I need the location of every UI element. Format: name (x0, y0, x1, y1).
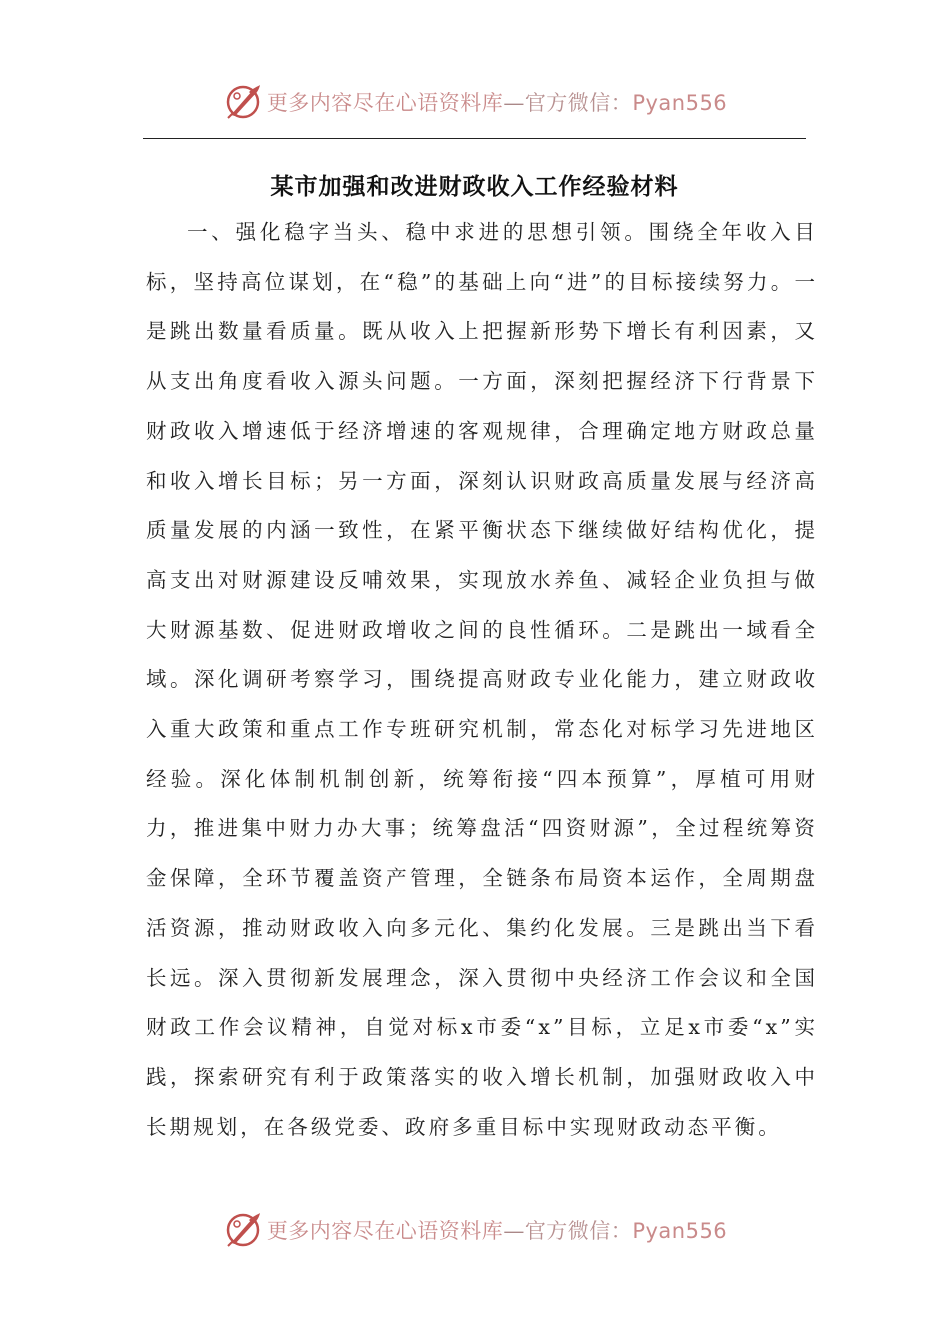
header-wechat-handle: Pyan556 (632, 91, 728, 115)
footer-wechat-label: 官方微信： (524, 1219, 633, 1243)
quill-pen-logo-icon (223, 82, 263, 122)
footer-banner (0, 1210, 950, 1250)
document-paragraph: 一、强化稳字当头、稳中求进的思想引领。围绕全年收入目标，坚持高位谋划，在“稳”的基础上向“进”的目标接续努力。一是跳出数量看质量。既从收入上把握新形势下增长有利因素，又从支出角度看收入源头问题。一方面，深刻把握经济下行背景下财政收入增速低于经济增速的客观规律，合理确定地方财政总量和收入增长目标；另一方面，深刻认识财政高质量发展与经济高质量发展的内涵一致性，在紧平衡状态下继续做好结构优化，提高支出对财源建设反哺效果，实现放水养鱼、减轻企业负担与做大财源基数、促进财政增收之间的良性循环。二是跳出一域看全域。深化调研考察学习，围绕提高财政专业化能力，建立财政收入重大政策和重点工作专班研究机制，常态化对标学习先进地区经验。深化体制机制创新，统筹衔接“四本预算”，厚植可用财力，推进集中财力办大事；统筹盘活“四资财源”，全过程统筹资金保障，全环节覆盖资产管理，全链条布局资本运作，全周期盘活资源，推动财政收入向多元化、集约化发展。三是跳出当下看长远。深入贯彻新发展理念，深入贯彻中央经济工作会议和全国财政工作会议精神，自觉对标x市委“x”目标，立足x市委“x”实践，探索研究有利于政策落实的收入增长机制，加强财政收入中长期规划，在各级党委、政府多重目标中实现财政动态平衡。 (146, 220, 818, 1139)
header-site-name: 更多内容尽在心语资料库 (266, 91, 504, 115)
quill-pen-logo-icon (223, 1210, 263, 1250)
footer-wechat-handle: Pyan556 (632, 1219, 728, 1243)
header-banner-text (267, 87, 727, 117)
header-separator: — (503, 91, 525, 115)
header-banner (0, 82, 950, 122)
footer-site-name: 更多内容尽在心语资料库 (266, 1219, 504, 1243)
document-title: 某市加强和改进财政收入工作经验材料 (270, 174, 679, 200)
header-wechat-label: 官方微信： (524, 91, 633, 115)
footer-banner-text (267, 1215, 727, 1245)
header-rule (143, 138, 806, 139)
footer-separator: — (503, 1219, 525, 1243)
